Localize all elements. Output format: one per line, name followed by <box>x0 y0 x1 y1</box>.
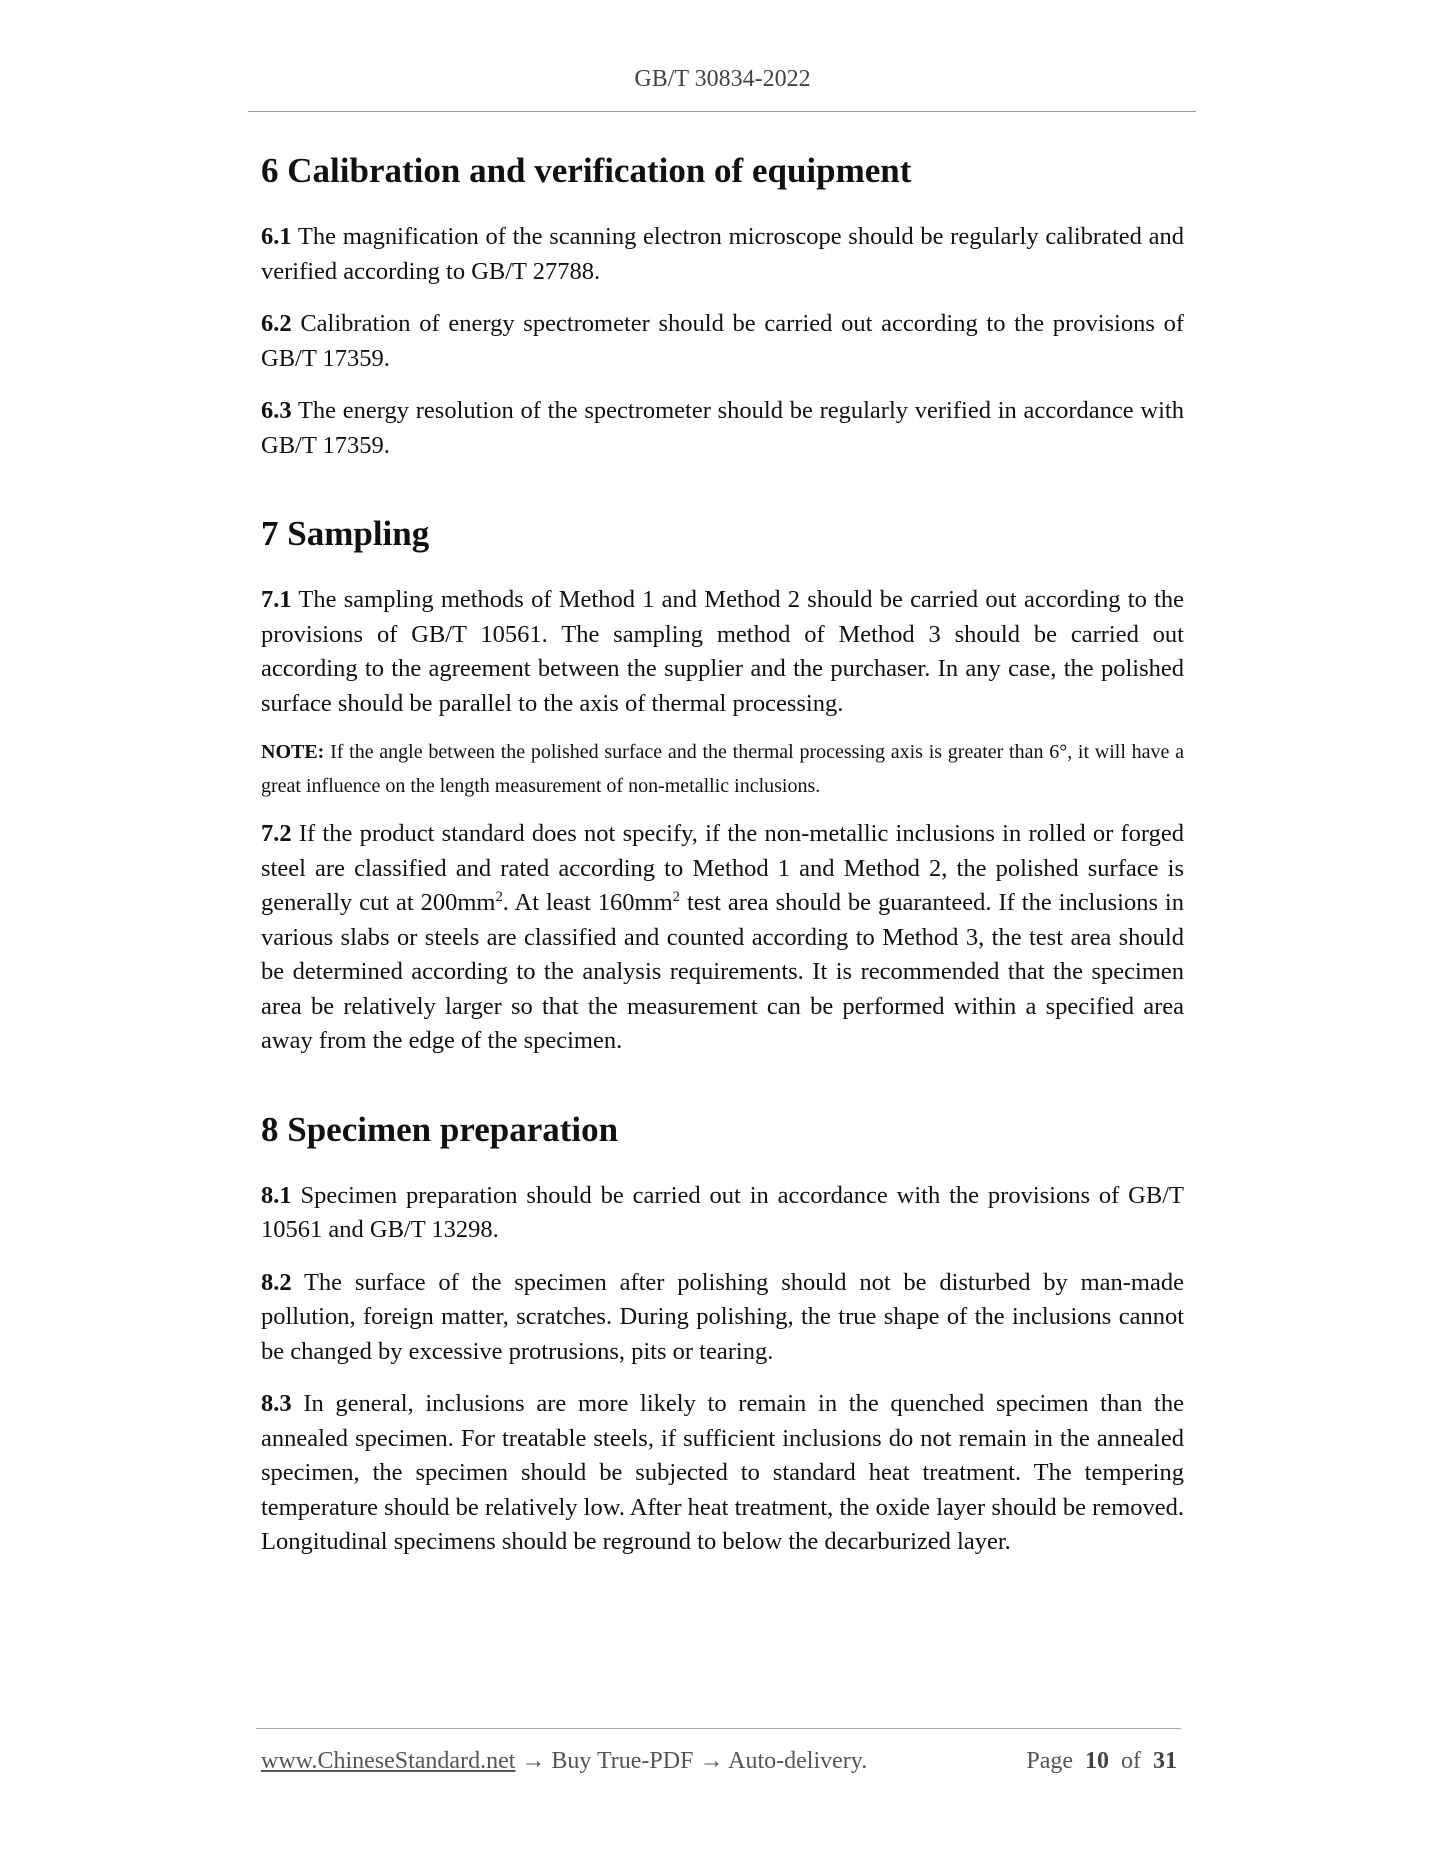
clause-text: Specimen preparation should be carried out in accordance with the provisions of GB/T 10561 and GB/T 13298. <box>261 1181 1184 1243</box>
section-8-heading: 8 Specimen preparation <box>261 1109 619 1149</box>
header-divider <box>248 111 1196 112</box>
section-6-heading: 6 Calibration and verification of equipment <box>261 151 912 190</box>
auto-delivery-text: Auto-delivery. <box>728 1748 868 1774</box>
footer-promo <box>261 1748 867 1775</box>
clause-7-2 <box>261 817 1184 1059</box>
clause-text-b: . At least 160mm <box>502 889 673 916</box>
section-7-heading: 7 Sampling <box>261 514 430 553</box>
note-7-1 <box>261 735 1184 803</box>
note-label: NOTE: <box>261 741 325 763</box>
page-content <box>261 150 1184 1560</box>
page-label: Page <box>1026 1748 1073 1774</box>
clause-text: In general, inclusions are more likely to remain in the quenched specimen than the annealed specimen. For treatable steels, if sufficient inclusions do not remain in the annealed specimen, the specimen should be subjected to standard heat treatment. The tempering temperature should be relatively low. After heat treatment, the oxide layer should be removed. Longitudinal specimens should be reground to below the decarburized layer. <box>261 1390 1184 1555</box>
clause-text: The sampling methods of Method 1 and Method 2 should be carried out according to the provisions of GB/T 10561. The sampling method of Method 3 should be carried out according to the agreement between the supplier and the purchaser. In any case, the polished surface should be parallel to the axis of thermal processing. <box>261 586 1184 717</box>
clause-text: Calibration of energy spectrometer should be carried out according to the provisions of GB/T 17359. <box>261 310 1184 372</box>
clause-6-1 <box>261 220 1184 289</box>
clause-text: The surface of the specimen after polishing should not be disturbed by man-made pollution, foreign matter, scratches. During polishing, the true shape of the inclusions cannot be changed by excessive protrusions, pits or tearing. <box>261 1268 1184 1365</box>
clause-text-a: If the product standard does not specify, if the non-metallic inclusions in rolled or forged steel are classified and rated according to Method 1 and Method 2, the polished surface is generally cut at 200mm <box>261 820 1184 916</box>
clause-text: The magnification of the scanning electron microscope should be regularly calibrated and verified according to GB/T 27788. <box>261 223 1184 285</box>
clause-number: 7.2 <box>261 820 292 847</box>
arrow-icon: → <box>699 1748 724 1774</box>
footer-divider <box>256 1728 1181 1729</box>
clause-number: 8.3 <box>261 1390 292 1417</box>
note-text: If the angle between the polished surface and the thermal processing axis is greater than 6°, it will have a great influence on the length measurement of non-metallic inclusions. <box>261 741 1184 797</box>
clause-text: The energy resolution of the spectrometer should be regularly verified in accordance with GB/T 17359. <box>261 397 1184 459</box>
clause-number: 6.3 <box>261 397 292 424</box>
website-link[interactable]: www.ChineseStandard.net <box>261 1748 516 1774</box>
superscript-2: 2 <box>495 888 503 905</box>
clause-number: 8.1 <box>261 1181 292 1209</box>
clause-number: 7.1 <box>261 586 292 613</box>
clause-8-1 <box>261 1179 1184 1248</box>
clause-text-c: test area should be guaranteed. If the inclusions in various slabs or steels are classified and counted according to Method 3, the test area should be determined according to the analysis requirements. It is recommended that the specimen area be relatively larger so that the measurement can be performed within a specified area away from the edge of the specimen. <box>261 889 1184 1054</box>
clause-8-3 <box>261 1387 1184 1560</box>
arrow-icon: → <box>521 1748 546 1774</box>
document-id-header: GB/T 30834-2022 <box>634 66 811 92</box>
clause-6-2 <box>261 307 1184 376</box>
page-indicator <box>1026 1748 1177 1775</box>
page-total: 31 <box>1153 1748 1177 1774</box>
buy-pdf-text: Buy True-PDF <box>551 1748 694 1774</box>
page-number: 10 <box>1085 1748 1109 1774</box>
of-label: of <box>1121 1748 1141 1774</box>
clause-number: 6.1 <box>261 223 292 250</box>
clause-number: 8.2 <box>261 1268 292 1296</box>
superscript-2: 2 <box>672 888 680 905</box>
clause-number: 6.2 <box>261 310 292 337</box>
clause-7-1 <box>261 583 1184 721</box>
clause-6-3 <box>261 394 1184 463</box>
clause-8-2 <box>261 1266 1184 1370</box>
